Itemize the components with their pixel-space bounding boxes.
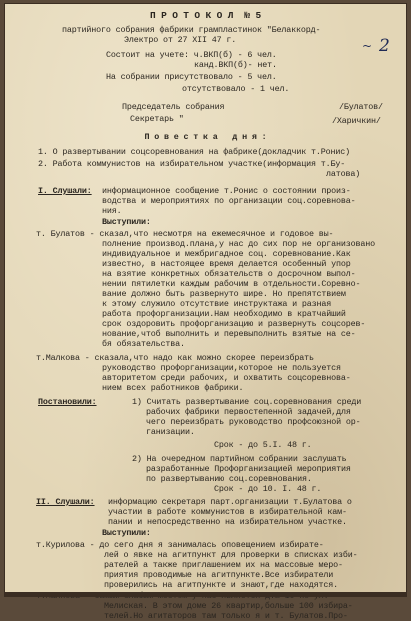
membership-line-2: канд.ВКП(б)- нет.: [194, 60, 277, 70]
body-1-line-11: нование,чтоб выполнить и перевыполнить взятые на се-: [102, 329, 356, 339]
heard-2-text-1: информацию секретаря парт.организации т.Булатова о: [108, 497, 352, 507]
body-1-line-6: нении пятилетки каждым рабочим в отдельности.Соревно-: [102, 279, 361, 289]
body-1-line-1: т. Булатов - сказал,что несмотря на ежемесячное и годовое вы-: [36, 229, 334, 239]
resolved-label: Постановили:: [38, 397, 97, 407]
heard-2-label: II. Слушали:: [36, 497, 95, 507]
body-1-line-8: к этому служило отсутствие инструктажа и разная: [102, 299, 332, 309]
agenda-item-2: 2. Работа коммунистов на избирательном участке(информация т.Бу-: [38, 159, 346, 169]
agenda-item-1: 1. О развертывании соцсоревнования на фабрике(докладчик т.Ронис): [38, 147, 351, 157]
body-1-line-12: бя обязательства.: [102, 339, 185, 349]
resolution-1-line-2: рабочих фабрики первостепенной задачей,для: [146, 407, 351, 417]
document-title: П Р О Т О К О Л № 5: [149, 10, 262, 21]
agenda-item-2-cont: латова): [326, 169, 361, 179]
secretary-label: Секретарь ": [130, 114, 184, 124]
body-2-line-3: авторитетом среди рабочих, и охватить соцсоревнова-: [102, 373, 351, 383]
handwritten-page-number: 2: [379, 36, 390, 56]
secretary-name: /Харичкин/: [332, 116, 381, 126]
membership-line-4: отсутствовало - 1 чел.: [182, 84, 290, 94]
body-1-line-9: работа профорганизации.Нам необходимо в кратчайший: [102, 309, 346, 319]
body-2-line-4: нием всех работников фабрики.: [102, 383, 244, 393]
resolution-2-line-3: по развертыванию соц.соревнования.: [146, 474, 312, 484]
body-3-line-4: приятия проводимые на агитпункте.Все избиратели: [104, 570, 334, 580]
header-line-1: партийного собрания фабрики грампластинок "Белаккорд-: [62, 25, 321, 35]
body-3-line-1: т.Курилова - до сего дня я занималась оповещением избирате-: [36, 540, 324, 550]
body-1-line-5: на взятие конкретных обязательств о досрочном выпол-: [102, 269, 356, 279]
body-1-line-10: срок оздоровить профорганизацию и развернуть соцсорев-: [102, 319, 366, 329]
resolution-1-line-1: 1) Считать развертывание соц.соревнования среди: [132, 397, 362, 407]
page-bottom-edge: [4, 592, 407, 597]
spoke-label-2: Выступили:: [102, 528, 151, 538]
body-1-line-3: индивидуальное и межбригадное соц. соревнование.Как: [102, 249, 351, 259]
body-4-line-3: телей.Но агитаторов там только я и т. Булатов.Про-: [104, 611, 348, 621]
body-1-line-2: полнение производ.плана,у нас до сих пор не организовано: [102, 239, 376, 249]
membership-line-3: На собрании присутствовало - 5 чел.: [106, 72, 277, 82]
body-4-line-2: Мелиская. В этом доме 26 квартир,больше 100 избира-: [104, 601, 353, 611]
body-1-line-7: вание должно быть развернуто шире. Но препятствием: [102, 289, 346, 299]
heard-1-text-1: информационное сообщение т.Ронис о состоянии произ-: [102, 186, 351, 196]
body-2-line-1: т.Малкова - сказала,что надо как можно скорее переизбрать: [36, 353, 314, 363]
spoke-label-1: Выступили:: [102, 217, 151, 227]
agenda-title: П о в е с т к а д н я :: [144, 132, 267, 142]
heard-2-text-3: пании и непосредственно на избирательном участке.: [108, 517, 347, 527]
heard-1-text-2: водства и мероприятиях по организации соц.соревнова-: [102, 196, 356, 206]
document-page: [4, 3, 407, 621]
handwritten-mark: ~: [362, 39, 373, 53]
body-1-line-4: известно, в настоящее время делается особенный упор: [102, 259, 351, 269]
membership-line-1: Состоит на учете: ч.ВКП(б) - 6 чел.: [106, 50, 277, 60]
resolution-2-line-1: 2) На очередном партийном собрании заслушать: [132, 454, 347, 464]
resolution-2-line-2: разработанные Профорганизацией мероприятия: [146, 464, 351, 474]
deadline-2: Срок - до 10. I. 48 г.: [214, 484, 322, 494]
header-line-2: Электро от 27 XII 47 г.: [124, 35, 237, 45]
heard-1-label: I. Слушали:: [38, 186, 92, 196]
chair-label: Председатель собрания: [122, 102, 225, 112]
deadline-1: Срок - до 5.I. 48 г.: [214, 440, 312, 450]
heard-2-text-2: участии в работе коммунистов в избирательной кам-: [108, 507, 347, 517]
body-3-line-5: проверились на агитпункте и знают,где находятся.: [104, 580, 339, 590]
resolution-1-line-3: чего переизбрать руководство профсоюзной ор-: [146, 417, 361, 427]
chair-name: /Булатов/: [339, 102, 383, 112]
heard-1-text-3: ния.: [102, 206, 122, 216]
resolution-1-line-4: ганизации.: [146, 427, 195, 437]
body-3-line-3: рателей а также приглашением их на массовые меро-: [104, 560, 343, 570]
body-3-line-2: лей о явке на агитпункт для проверки в списках изби-: [104, 550, 358, 560]
body-2-line-2: руководство профорганизации,которое не пользуется: [102, 363, 341, 373]
